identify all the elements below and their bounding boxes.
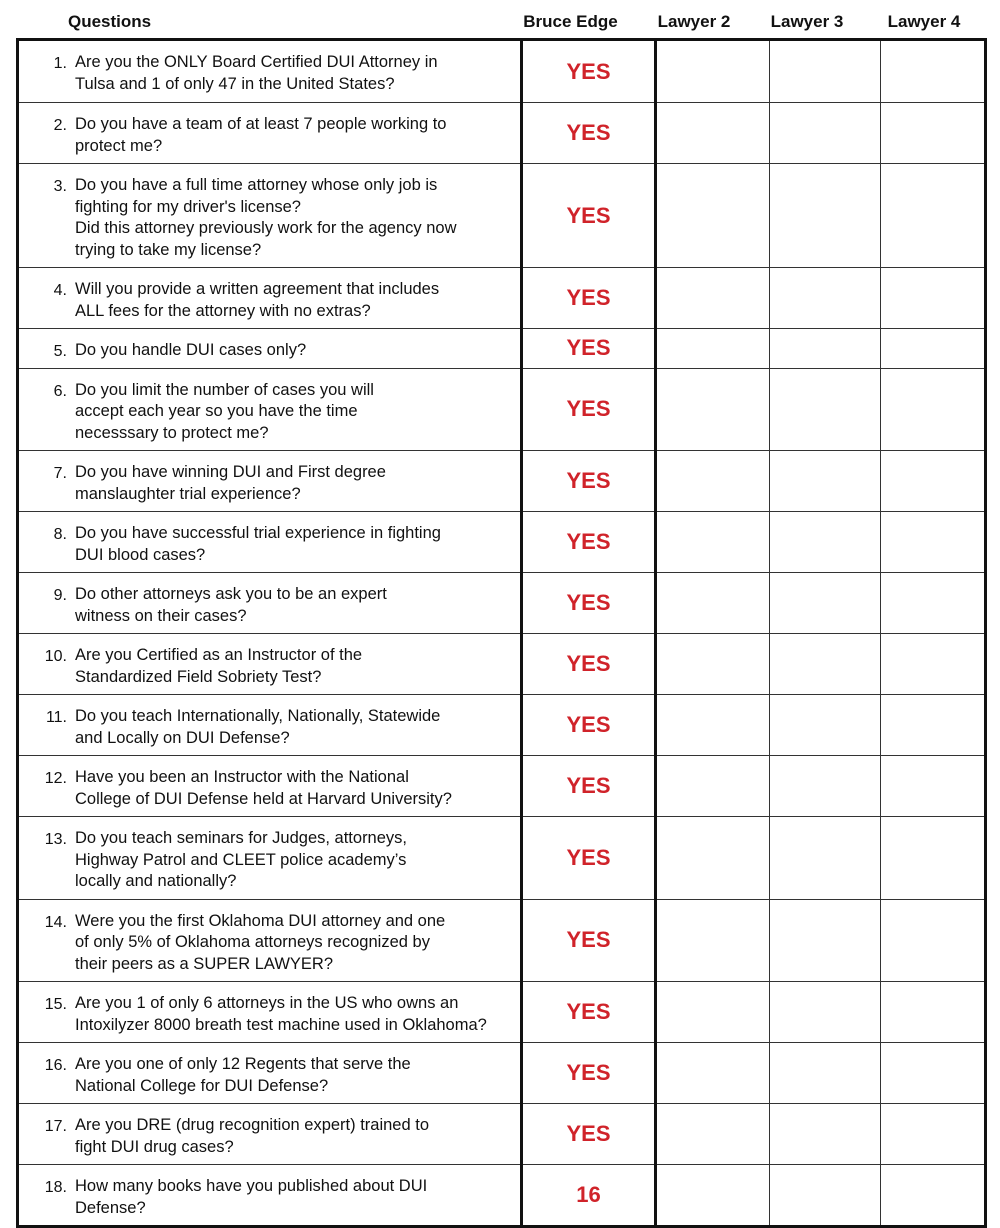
question-number: 18.: [18, 1165, 72, 1227]
question-number: 8.: [18, 512, 72, 573]
column-header-bruce-edge: Bruce Edge: [523, 12, 618, 31]
bruce-edge-answer: 16: [522, 1165, 656, 1227]
lawyer-4-answer-cell: [881, 1043, 986, 1104]
question-number: 17.: [18, 1104, 72, 1165]
bruce-edge-answer: YES: [522, 1104, 656, 1165]
bruce-edge-answer: YES: [522, 817, 656, 900]
table-row: [18, 451, 986, 512]
column-header-lawyer-4: Lawyer 4: [887, 12, 961, 31]
lawyer-4-answer-cell: [881, 634, 986, 695]
lawyer-3-answer-cell: [770, 368, 881, 451]
lawyer-2-answer-cell: [656, 103, 770, 164]
bruce-edge-answer: YES: [522, 451, 656, 512]
lawyer-2-answer-cell: [656, 1165, 770, 1227]
lawyer-3-answer-cell: [770, 512, 881, 573]
bruce-edge-answer: YES: [522, 368, 656, 451]
lawyer-4-answer-cell: [881, 268, 986, 329]
question-number: 1.: [18, 40, 72, 103]
lawyer-2-answer-cell: [656, 164, 770, 268]
lawyer-4-answer-cell: [881, 164, 986, 268]
bruce-edge-answer: YES: [522, 982, 656, 1043]
lawyer-3-answer-cell: [770, 899, 881, 982]
table-row: [18, 899, 986, 982]
table-row: [18, 817, 986, 900]
lawyer-2-answer-cell: [656, 329, 770, 369]
lawyer-3-answer-cell: [770, 573, 881, 634]
questions-column-header: Questions: [68, 12, 152, 31]
lawyer-3-answer-cell: [770, 634, 881, 695]
question-number: 9.: [18, 573, 72, 634]
question-number: 14.: [18, 899, 72, 982]
lawyer-4-answer-cell: [881, 1165, 986, 1227]
table-row: [18, 982, 986, 1043]
table-row: [18, 103, 986, 164]
lawyer-4-answer-cell: [881, 1104, 986, 1165]
lawyer-3-answer-cell: [770, 756, 881, 817]
question-number: 2.: [18, 103, 72, 164]
lawyer-4-answer-cell: [881, 982, 986, 1043]
question-text: Do you limit the number of cases you will accept each year so you have the time necesssary to protect me?: [71, 368, 522, 451]
bruce-edge-answer: YES: [522, 164, 656, 268]
question-text: Do you teach Internationally, Nationally, Statewide and Locally on DUI Defense?: [71, 695, 522, 756]
question-number: 4.: [18, 268, 72, 329]
bruce-edge-answer: YES: [522, 1043, 656, 1104]
table-row: [18, 695, 986, 756]
lawyer-4-answer-cell: [881, 573, 986, 634]
question-text: Do other attorneys ask you to be an expert witness on their cases?: [71, 573, 522, 634]
question-number: 5.: [18, 329, 72, 369]
lawyer-2-answer-cell: [656, 982, 770, 1043]
lawyer-4-answer-cell: [881, 817, 986, 900]
question-text: Are you one of only 12 Regents that serve the National College for DUI Defense?: [71, 1043, 522, 1104]
question-text: Were you the first Oklahoma DUI attorney and one of only 5% of Oklahoma attorneys recognized by their peers as a SUPER LAWYER?: [71, 899, 522, 982]
question-number: 6.: [18, 368, 72, 451]
column-header-lawyer-2: Lawyer 2: [657, 12, 731, 31]
question-text: Do you handle DUI cases only?: [71, 329, 522, 369]
table-row: [18, 164, 986, 268]
question-number: 10.: [18, 634, 72, 695]
question-number: 3.: [18, 164, 72, 268]
table-header-row: [0, 0, 1000, 38]
bruce-edge-answer: YES: [522, 512, 656, 573]
lawyer-2-answer-cell: [656, 817, 770, 900]
bruce-edge-answer: YES: [522, 634, 656, 695]
lawyer-4-answer-cell: [881, 756, 986, 817]
table-row: [18, 1043, 986, 1104]
table-row: [18, 634, 986, 695]
question-number: 11.: [18, 695, 72, 756]
lawyer-4-answer-cell: [881, 512, 986, 573]
lawyer-3-answer-cell: [770, 1043, 881, 1104]
question-text: Are you 1 of only 6 attorneys in the US who owns an Intoxilyzer 8000 breath test machine used in Oklahoma?: [71, 982, 522, 1043]
lawyer-3-answer-cell: [770, 982, 881, 1043]
table-row: [18, 368, 986, 451]
question-number: 16.: [18, 1043, 72, 1104]
lawyer-4-answer-cell: [881, 368, 986, 451]
lawyer-4-answer-cell: [881, 899, 986, 982]
lawyer-2-answer-cell: [656, 573, 770, 634]
question-number: 13.: [18, 817, 72, 900]
lawyer-2-answer-cell: [656, 451, 770, 512]
lawyer-4-answer-cell: [881, 103, 986, 164]
question-text: Do you have a full time attorney whose only job is fighting for my driver's license? Did this attorney previously work for the agency now trying to take my license?: [71, 164, 522, 268]
lawyer-3-answer-cell: [770, 268, 881, 329]
bruce-edge-answer: YES: [522, 899, 656, 982]
lawyer-4-answer-cell: [881, 451, 986, 512]
question-text: How many books have you published about DUI Defense?: [71, 1165, 522, 1227]
bruce-edge-answer: YES: [522, 40, 656, 103]
bruce-edge-answer: YES: [522, 756, 656, 817]
lawyer-2-answer-cell: [656, 40, 770, 103]
lawyer-2-answer-cell: [656, 695, 770, 756]
question-text: Have you been an Instructor with the National College of DUI Defense held at Harvard University?: [71, 756, 522, 817]
table-row: [18, 1165, 986, 1227]
question-number: 12.: [18, 756, 72, 817]
lawyer-2-answer-cell: [656, 368, 770, 451]
lawyer-4-answer-cell: [881, 695, 986, 756]
column-header-lawyer-3: Lawyer 3: [770, 12, 844, 31]
lawyer-2-answer-cell: [656, 268, 770, 329]
bruce-edge-answer: YES: [522, 268, 656, 329]
lawyer-3-answer-cell: [770, 1165, 881, 1227]
question-text: Are you DRE (drug recognition expert) trained to fight DUI drug cases?: [71, 1104, 522, 1165]
question-text: Are you the ONLY Board Certified DUI Attorney in Tulsa and 1 of only 47 in the United States?: [71, 40, 522, 103]
table-row: [18, 756, 986, 817]
table-row: [18, 268, 986, 329]
bruce-edge-answer: YES: [522, 573, 656, 634]
bruce-edge-answer: YES: [522, 103, 656, 164]
lawyer-2-answer-cell: [656, 1104, 770, 1165]
question-text: Are you Certified as an Instructor of the Standardized Field Sobriety Test?: [71, 634, 522, 695]
lawyer-2-answer-cell: [656, 1043, 770, 1104]
bruce-edge-answer: YES: [522, 329, 656, 369]
lawyer-4-answer-cell: [881, 40, 986, 103]
lawyer-3-answer-cell: [770, 40, 881, 103]
question-text: Do you teach seminars for Judges, attorneys, Highway Patrol and CLEET police academy’s locally and nationally?: [71, 817, 522, 900]
lawyer-3-answer-cell: [770, 164, 881, 268]
question-text: Do you have winning DUI and First degree manslaughter trial experience?: [71, 451, 522, 512]
lawyer-3-answer-cell: [770, 817, 881, 900]
table-row: [18, 40, 986, 103]
lawyer-2-answer-cell: [656, 512, 770, 573]
lawyer-4-answer-cell: [881, 329, 986, 369]
table-row: [18, 1104, 986, 1165]
lawyer-3-answer-cell: [770, 329, 881, 369]
table-row: [18, 329, 986, 369]
lawyer-3-answer-cell: [770, 695, 881, 756]
question-text: Do you have a team of at least 7 people working to protect me?: [71, 103, 522, 164]
question-text: Do you have successful trial experience in fighting DUI blood cases?: [71, 512, 522, 573]
comparison-table: [16, 38, 987, 1228]
table-row: [18, 512, 986, 573]
lawyer-2-answer-cell: [656, 634, 770, 695]
lawyer-2-answer-cell: [656, 899, 770, 982]
question-number: 7.: [18, 451, 72, 512]
question-number: 15.: [18, 982, 72, 1043]
lawyer-3-answer-cell: [770, 451, 881, 512]
lawyer-2-answer-cell: [656, 756, 770, 817]
question-text: Will you provide a written agreement that includes ALL fees for the attorney with no extras?: [71, 268, 522, 329]
bruce-edge-answer: YES: [522, 695, 656, 756]
lawyer-3-answer-cell: [770, 1104, 881, 1165]
table-row: [18, 573, 986, 634]
lawyer-3-answer-cell: [770, 103, 881, 164]
